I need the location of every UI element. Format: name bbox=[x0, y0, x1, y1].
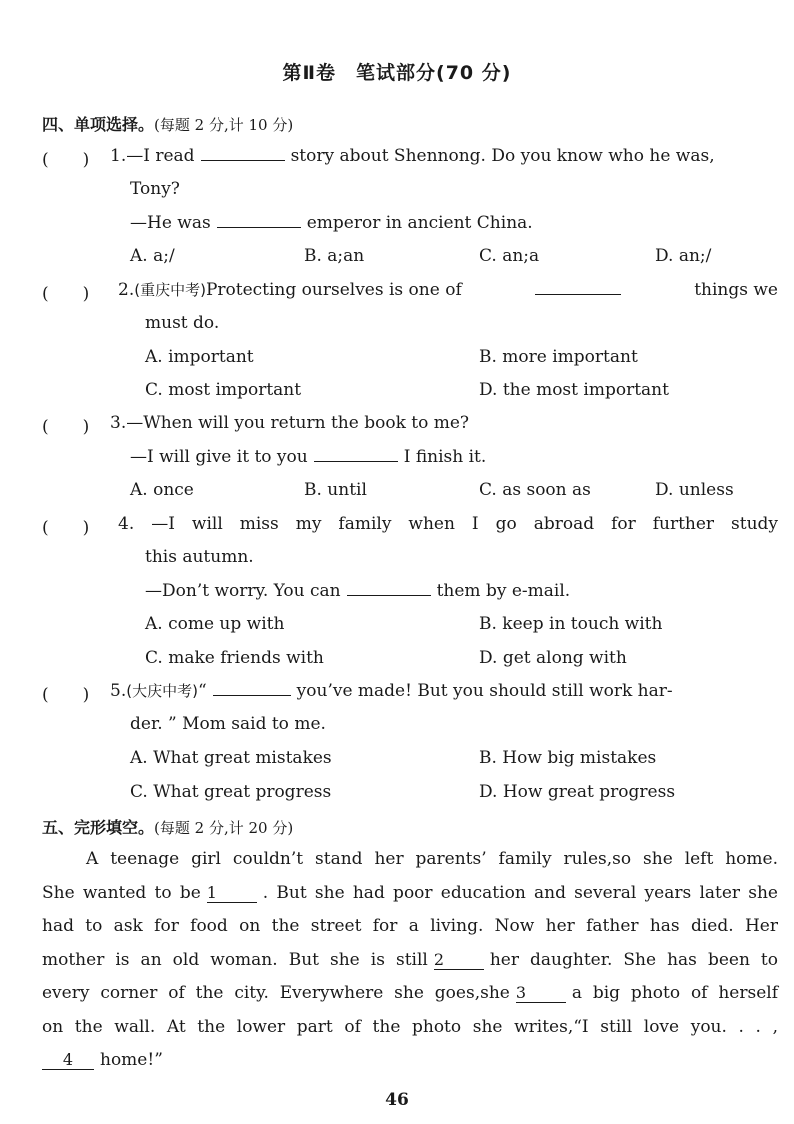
answer-paren-3[interactable]: ( ) bbox=[42, 417, 90, 437]
question-4-reply: —Don’t worry. You can them by e-mail. bbox=[145, 581, 571, 601]
q1-option-a: A. a;/ bbox=[130, 246, 175, 266]
page-title: 第Ⅱ卷 笔试部分(70 分) bbox=[282, 62, 512, 84]
page-number: 46 bbox=[385, 1090, 409, 1110]
q2-option-d: D. the most important bbox=[479, 380, 669, 400]
q5-option-a: A. What great mistakes bbox=[130, 748, 332, 768]
cloze-blank-4[interactable]: 4 bbox=[42, 1051, 94, 1070]
passage-line-3: had to ask for food on the street for a living. Now her father has died. Her bbox=[42, 916, 778, 936]
blank-q2 bbox=[535, 279, 621, 295]
q4-option-b: B. keep in touch with bbox=[479, 614, 663, 634]
section-5-title: 五、完形填空。 bbox=[42, 818, 155, 837]
passage-line-6: on the wall. At the lower part of the photo she writes,“I still love you. . . , bbox=[42, 1017, 778, 1037]
q4-option-a: A. come up with bbox=[145, 614, 285, 634]
question-1-stem-cont: Tony? bbox=[130, 179, 180, 199]
answer-paren-5[interactable]: ( ) bbox=[42, 685, 90, 705]
cloze-blank-1[interactable]: 1 bbox=[207, 884, 257, 903]
question-1-reply: —He was emperor in ancient China. bbox=[130, 213, 533, 233]
blank-q5 bbox=[213, 680, 291, 696]
section-4-title: 四、单项选择。 bbox=[42, 115, 155, 134]
cloze-blank-3[interactable]: 3 bbox=[516, 984, 566, 1003]
q4-option-d: D. get along with bbox=[479, 648, 627, 668]
passage-line-7: 4 home!” bbox=[42, 1049, 163, 1071]
question-1-stem: 1.—I read story about Shennong. Do you know who he was, bbox=[110, 146, 715, 166]
question-2-stem-cont: must do. bbox=[145, 313, 220, 333]
answer-paren-4[interactable]: ( ) bbox=[42, 518, 90, 538]
question-5-stem: 5.(大庆中考)“ you’ve made! But you should still work har- bbox=[110, 681, 673, 701]
passage-line-1: A teenage girl couldn’t stand her parents’ family rules,so she left home. bbox=[86, 849, 778, 869]
q5-option-c: C. What great progress bbox=[130, 782, 332, 802]
question-3-stem: 3.—When will you return the book to me? bbox=[110, 413, 470, 433]
question-3-reply: —I will give it to you I finish it. bbox=[130, 447, 487, 467]
q2-option-b: B. more important bbox=[479, 347, 638, 367]
q1-option-b: B. a;an bbox=[304, 246, 365, 266]
question-4-stem: 4. —I will miss my family when I go abroad for further study bbox=[118, 514, 778, 534]
blank-q1a bbox=[201, 145, 285, 161]
question-4-stem-cont: this autumn. bbox=[145, 547, 254, 567]
passage-line-5: every corner of the city. Everywhere she goes,she 3 a big photo of herself bbox=[42, 983, 778, 1003]
q2-option-a: A. important bbox=[145, 347, 254, 367]
passage-line-2: She wanted to be 1 . But she had poor education and several years later she bbox=[42, 883, 778, 903]
section-4-note: (每题 2 分,计 10 分) bbox=[154, 116, 294, 134]
answer-paren-2[interactable]: ( ) bbox=[42, 284, 90, 304]
passage-line-4: mother is an old woman. But she is still 2 her daughter. She has been to bbox=[42, 950, 778, 970]
section-5-note: (每题 2 分,计 20 分) bbox=[154, 819, 294, 837]
q3-option-a: A. once bbox=[130, 480, 194, 500]
answer-paren-1[interactable]: ( ) bbox=[42, 150, 90, 170]
q3-option-c: C. as soon as bbox=[479, 480, 591, 500]
cloze-blank-2[interactable]: 2 bbox=[434, 951, 484, 970]
blank-q3 bbox=[314, 446, 398, 462]
q5-option-b: B. How big mistakes bbox=[479, 748, 657, 768]
blank-q1b bbox=[217, 212, 301, 228]
q1-option-c: C. an;a bbox=[479, 246, 540, 266]
q1-option-d: D. an;/ bbox=[655, 246, 712, 266]
q3-option-d: D. unless bbox=[655, 480, 734, 500]
question-5-stem-cont: der. ” Mom said to me. bbox=[130, 714, 326, 734]
section-5-heading bbox=[42, 815, 293, 838]
section-4-heading bbox=[42, 112, 293, 135]
q3-option-b: B. until bbox=[304, 480, 367, 500]
q5-option-d: D. How great progress bbox=[479, 782, 676, 802]
blank-q4 bbox=[347, 580, 431, 596]
question-2-stem: 2.(重庆中考)Protecting ourselves is one of things we bbox=[118, 280, 778, 300]
q4-option-c: C. make friends with bbox=[145, 648, 324, 668]
q2-option-c: C. most important bbox=[145, 380, 302, 400]
